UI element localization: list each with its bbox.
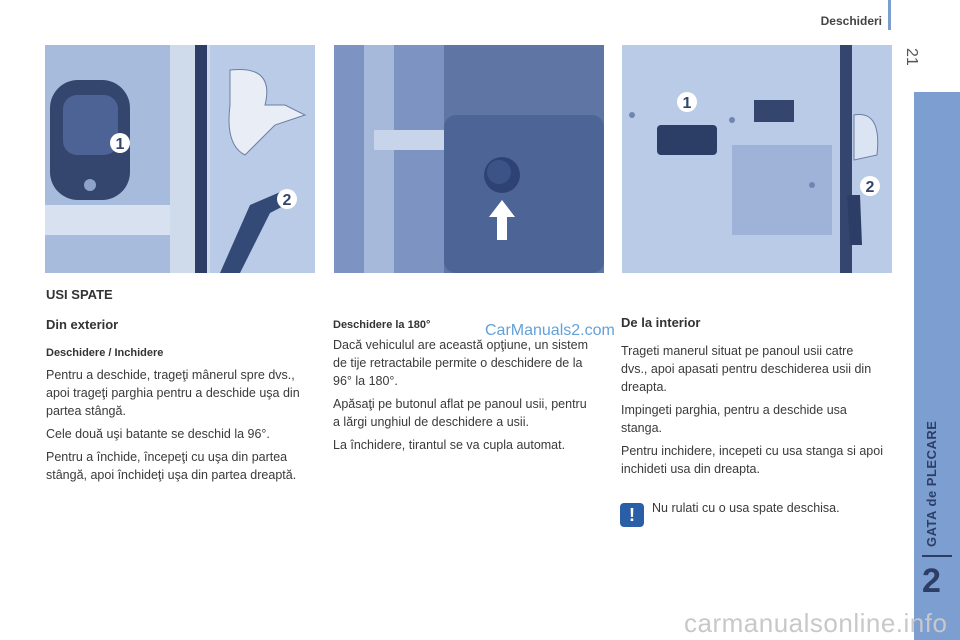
figure1-label-2-text: 2	[282, 192, 292, 209]
figure-180-button	[334, 45, 604, 273]
section-title: USI SPATE	[46, 287, 113, 302]
chapter-divider	[922, 555, 952, 557]
paragraph: Apăsaţi pe butonul aflat pe panoul usii, pentru a lărgi unghiul de deschidere a usii.	[333, 397, 587, 429]
paragraph: Cele două uşi batante se deschid la 96°.	[46, 427, 270, 441]
header-title: Deschideri	[820, 14, 882, 28]
watermark: CarManuals2.com	[485, 322, 615, 339]
paragraph: Impingeti parghia, pentru a deschide usa stanga.	[621, 403, 847, 435]
col-exterior	[46, 286, 311, 489]
figure3-label-2-text: 2	[865, 179, 875, 196]
figure-exterior-handle	[45, 45, 315, 273]
subheading-open-close: Deschidere / Inchidere	[46, 347, 164, 359]
warning-text: Nu rulati cu o usa spate deschisa.	[652, 501, 840, 515]
paragraph: Pentru inchidere, incepeti cu usa stanga si apoi inchideti usa din dreapta.	[621, 444, 883, 476]
chapter-number: 2	[922, 562, 941, 600]
paragraph: Dacă vehiculul are această opţiune, un sistem de tije retractabile permite o deschidere de la 96° la 180°.	[333, 338, 589, 388]
warning-icon: !	[620, 503, 644, 527]
chapter-side-tab	[914, 92, 960, 640]
figure3-label-1-text: 1	[682, 95, 692, 112]
page-number: 21	[903, 48, 920, 66]
paragraph: Pentru a deschide, trageţi mânerul spre dvs., apoi trageţi parghia pentru a deschide uşa din partea stângă.	[46, 368, 300, 418]
heading-interior: De la interior	[621, 315, 701, 330]
col-interior	[621, 314, 883, 483]
figure-interior-handle	[622, 45, 892, 273]
header-bar	[888, 0, 891, 30]
figure1-label-1-text: 1	[115, 136, 125, 153]
footer-watermark: carmanualsonline.info	[684, 608, 948, 638]
paragraph: La închidere, tirantul se va cupla automat.	[333, 438, 566, 452]
chapter-title: GATA de PLECARE	[924, 420, 939, 547]
paragraph: Trageti manerul situat pe panoul usii catre dvs., apoi apasati pentru deschiderea usii din dreapta.	[621, 344, 872, 394]
paragraph: Pentru a închide, începeţi cu uşa din partea stângă, apoi închideţi uşa din partea dreaptă.	[46, 450, 297, 482]
heading-exterior: Din exterior	[46, 317, 119, 332]
subheading-180: Deschidere la 180°	[333, 319, 431, 331]
